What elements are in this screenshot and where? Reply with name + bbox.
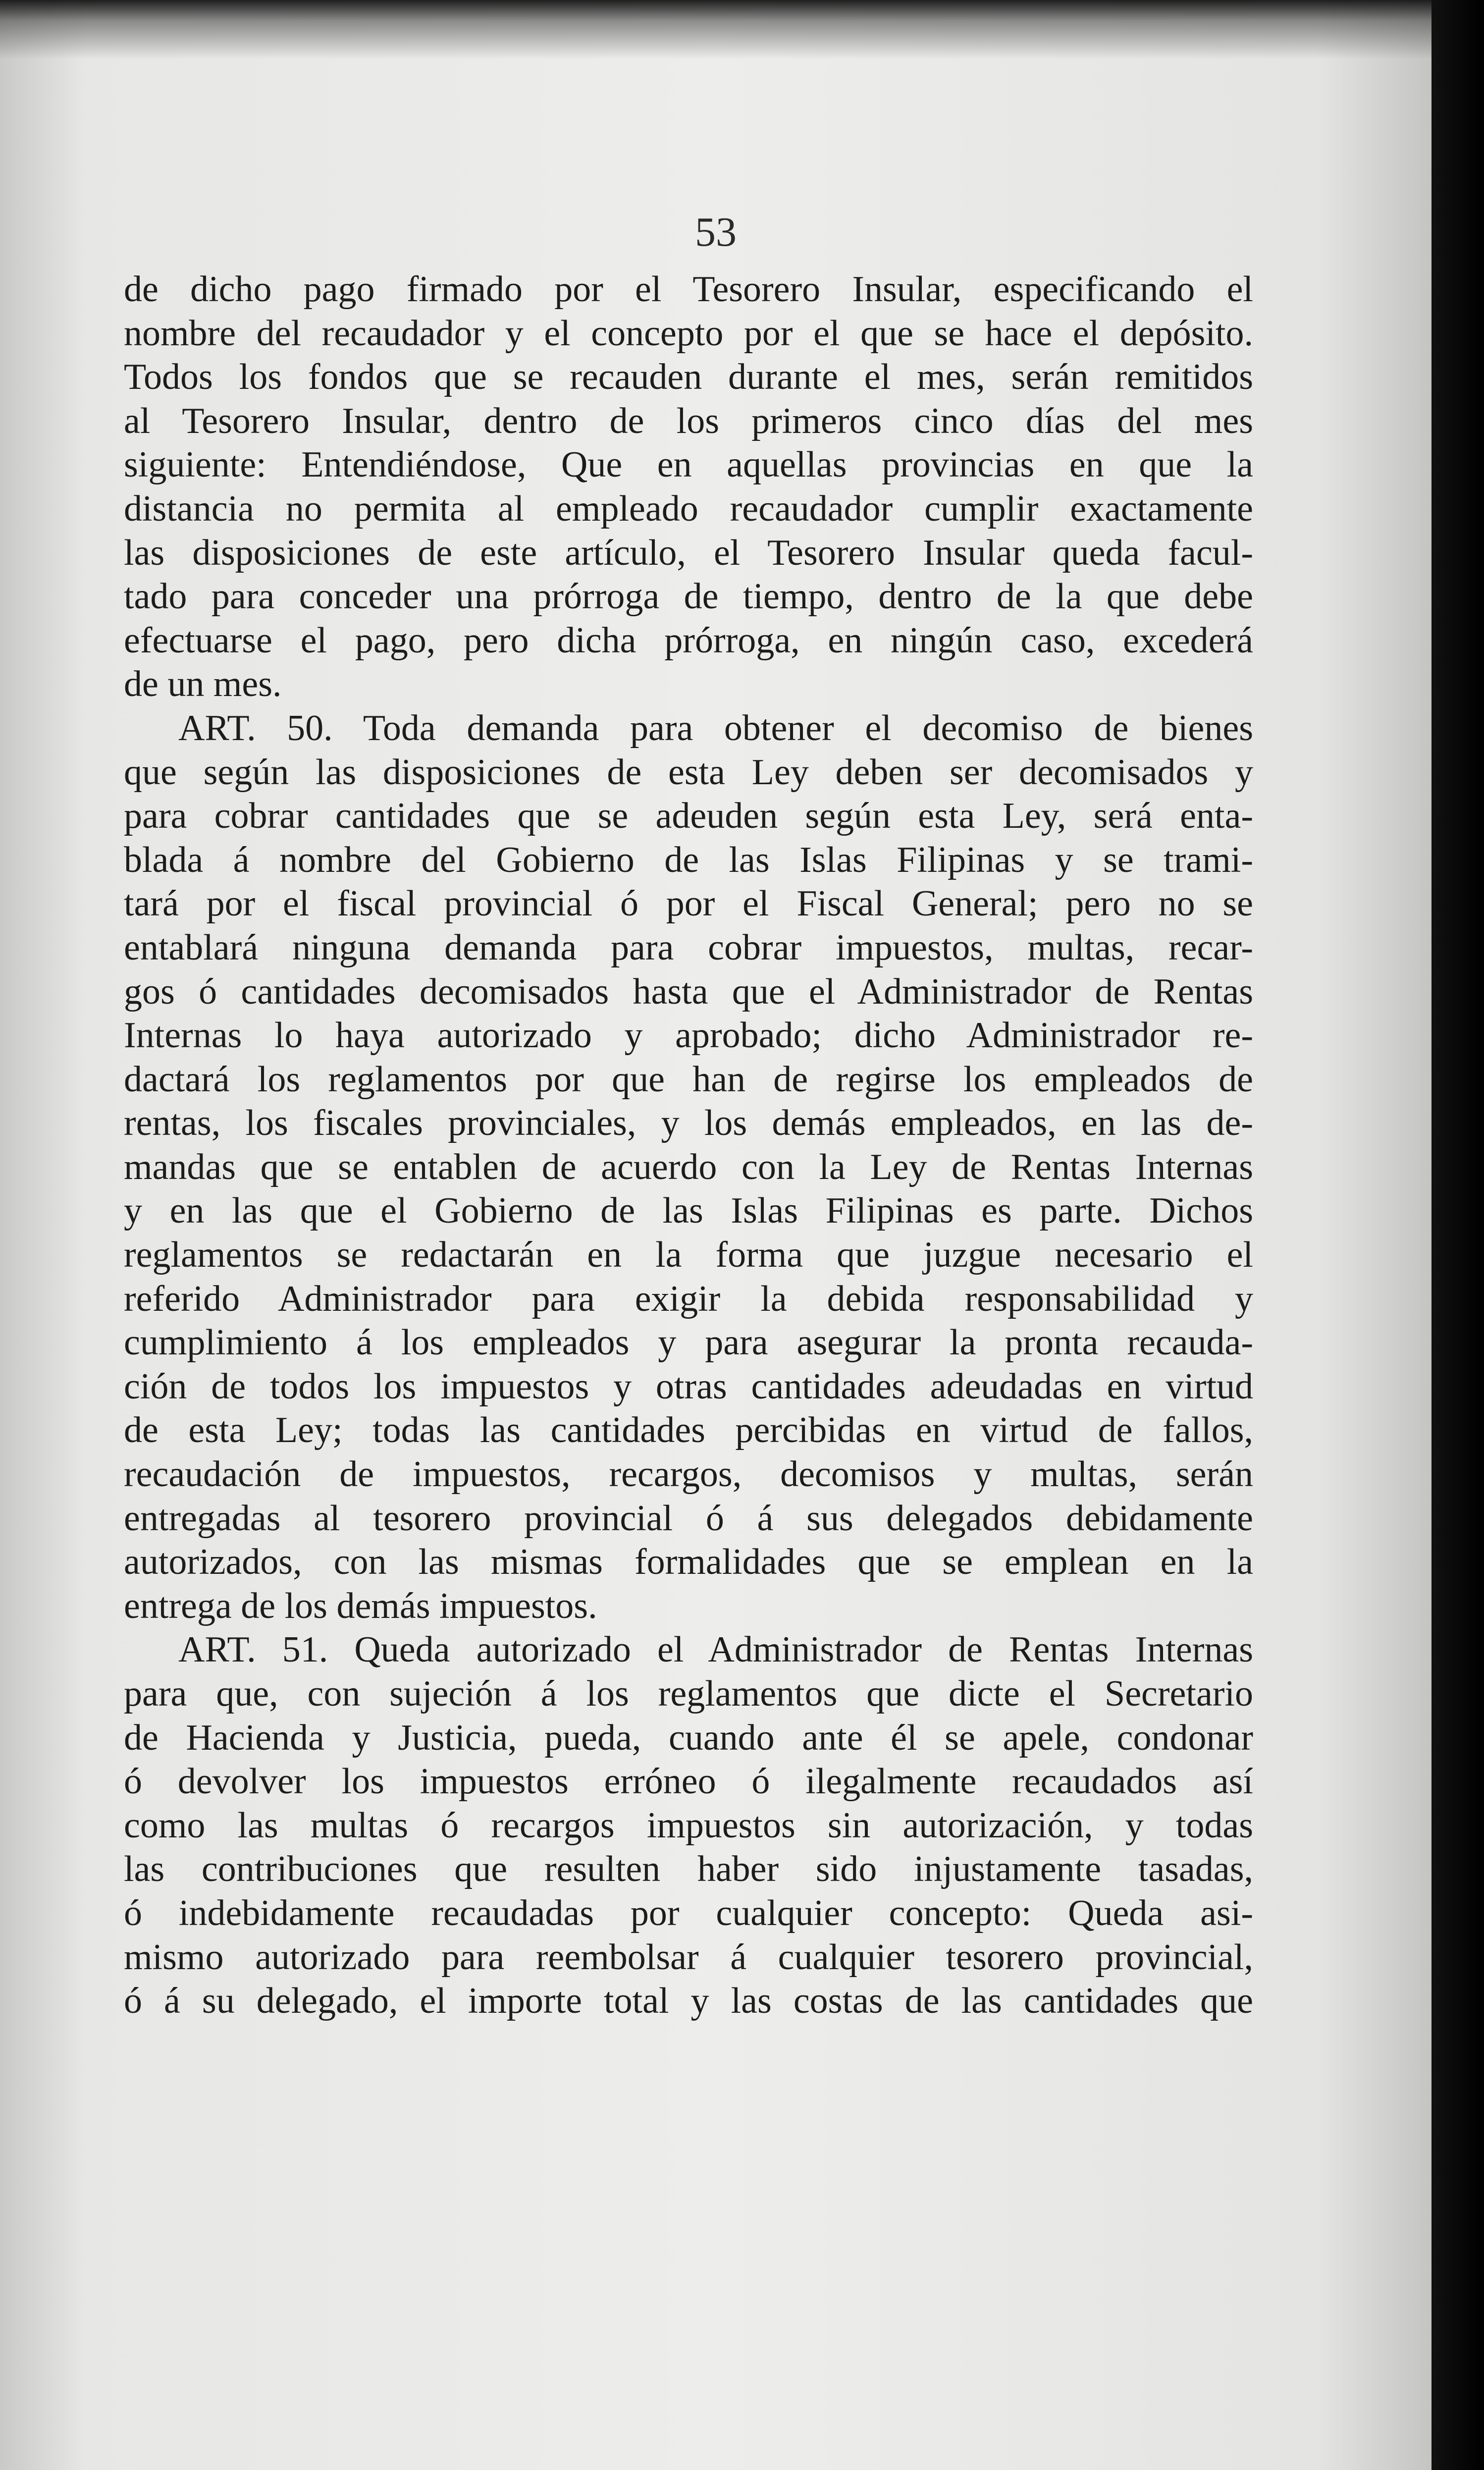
text-line: efectuarse el pago, pero dicha prórroga, en ningún caso, excederá: [124, 620, 1253, 661]
top-scan-shadow: [0, 0, 1431, 59]
text-line: ART. 51. Queda autorizado el Administrador de Rentas Internas: [178, 1629, 1253, 1670]
text-line: al Tesorero Insular, dentro de los primeros cinco días del mes: [124, 400, 1253, 441]
text-line: referido Administrador para exigir la debida responsabilidad y: [124, 1278, 1253, 1319]
text-line: ART. 50. Toda demanda para obtener el decomiso de bienes: [178, 707, 1253, 749]
text-line: distancia no permita al empleado recaudador cumplir exactamente: [124, 488, 1253, 529]
paragraph-article-50: [124, 706, 1253, 1628]
body-text: [124, 268, 1253, 2023]
text-line: Todos los fondos que se recauden durante el mes, serán remitidos: [124, 357, 1253, 398]
text-line: rentas, los fiscales provinciales, y los demás empleados, en las de-: [124, 1103, 1253, 1144]
text-line: de Hacienda y Justicia, pueda, cuando ante él se apele, condonar: [124, 1717, 1253, 1758]
text-line: ó á su delegado, el importe total y las costas de las cantidades que: [124, 1981, 1253, 2022]
text-line: dactará los reglamentos por que han de regirse los empleados de: [124, 1059, 1253, 1100]
text-line: las disposiciones de este artículo, el Tesorero Insular queda facul-: [124, 532, 1253, 573]
paragraph-article-51: [124, 1628, 1253, 2023]
text-line: blada á nombre del Gobierno de las Islas Filipinas y se trami-: [124, 839, 1253, 880]
text-line: tado para conceder una prórroga de tiempo, dentro de la que debe: [124, 576, 1253, 617]
text-line: ó indebidamente recaudadas por cualquier concepto: Queda asi-: [124, 1892, 1253, 1933]
text-line: ó devolver los impuestos erróneo ó ilegalmente recaudados así: [124, 1761, 1253, 1802]
text-line: reglamentos se redactarán en la forma que juzgue necesario el: [124, 1235, 1253, 1276]
text-line: entregadas al tesorero provincial ó á sus delegados debidamente: [124, 1498, 1253, 1539]
text-line: entablará ninguna demanda para cobrar impuestos, multas, recar-: [124, 927, 1253, 968]
text-line: Internas lo haya autorizado y aprobado; dicho Administrador re-: [124, 1015, 1253, 1056]
text-line: ción de todos los impuestos y otras cantidades adeudadas en virtud: [124, 1366, 1253, 1407]
text-line: autorizados, con las mismas formalidades que se emplean en la: [124, 1542, 1253, 1583]
text-line: mandas que se entablen de acuerdo con la Ley de Rentas Internas: [124, 1146, 1253, 1187]
text-line: gos ó cantidades decomisados hasta que el Administrador de Rentas: [124, 971, 1253, 1012]
text-line: siguiente: Entendiéndose, Que en aquellas provincias en que la: [124, 444, 1253, 485]
paragraph-continuation: [124, 268, 1253, 706]
text-line: de esta Ley; todas las cantidades percibidas en virtud de fallos,: [124, 1410, 1253, 1451]
text-line: tará por el fiscal provincial ó por el Fiscal General; pero no se: [124, 883, 1253, 924]
text-line: como las multas ó recargos impuestos sin autorización, y todas: [124, 1805, 1253, 1846]
text-line: de dicho pago firmado por el Tesorero Insular, especificando el: [124, 269, 1253, 310]
text-line: y en las que el Gobierno de las Islas Filipinas es parte. Dichos: [124, 1190, 1253, 1232]
text-line: mismo autorizado para reembolsar á cualquier tesorero provincial,: [124, 1936, 1253, 1978]
text-line: recaudación de impuestos, recargos, decomisos y multas, serán: [124, 1454, 1253, 1495]
text-line: cumplimiento á los empleados y para asegurar la pronta recauda-: [124, 1322, 1253, 1363]
text-line: las contribuciones que resulten haber sido injustamente tasadas,: [124, 1849, 1253, 1890]
text-line: nombre del recaudador y el concepto por el que se hace el depósito.: [124, 313, 1253, 354]
text-line: para que, con sujeción á los reglamentos que dicte el Secretario: [124, 1673, 1253, 1714]
text-line: entrega de los demás impuestos.: [124, 1585, 597, 1626]
scan-right-edge: [1431, 0, 1484, 2470]
text-line: de un mes.: [124, 664, 282, 705]
text-line: para cobrar cantidades que se adeuden según esta Ley, será enta-: [124, 796, 1253, 837]
text-line: que según las disposiciones de esta Ley deben ser decomisados y: [124, 752, 1253, 793]
page-number: 53: [695, 209, 737, 255]
